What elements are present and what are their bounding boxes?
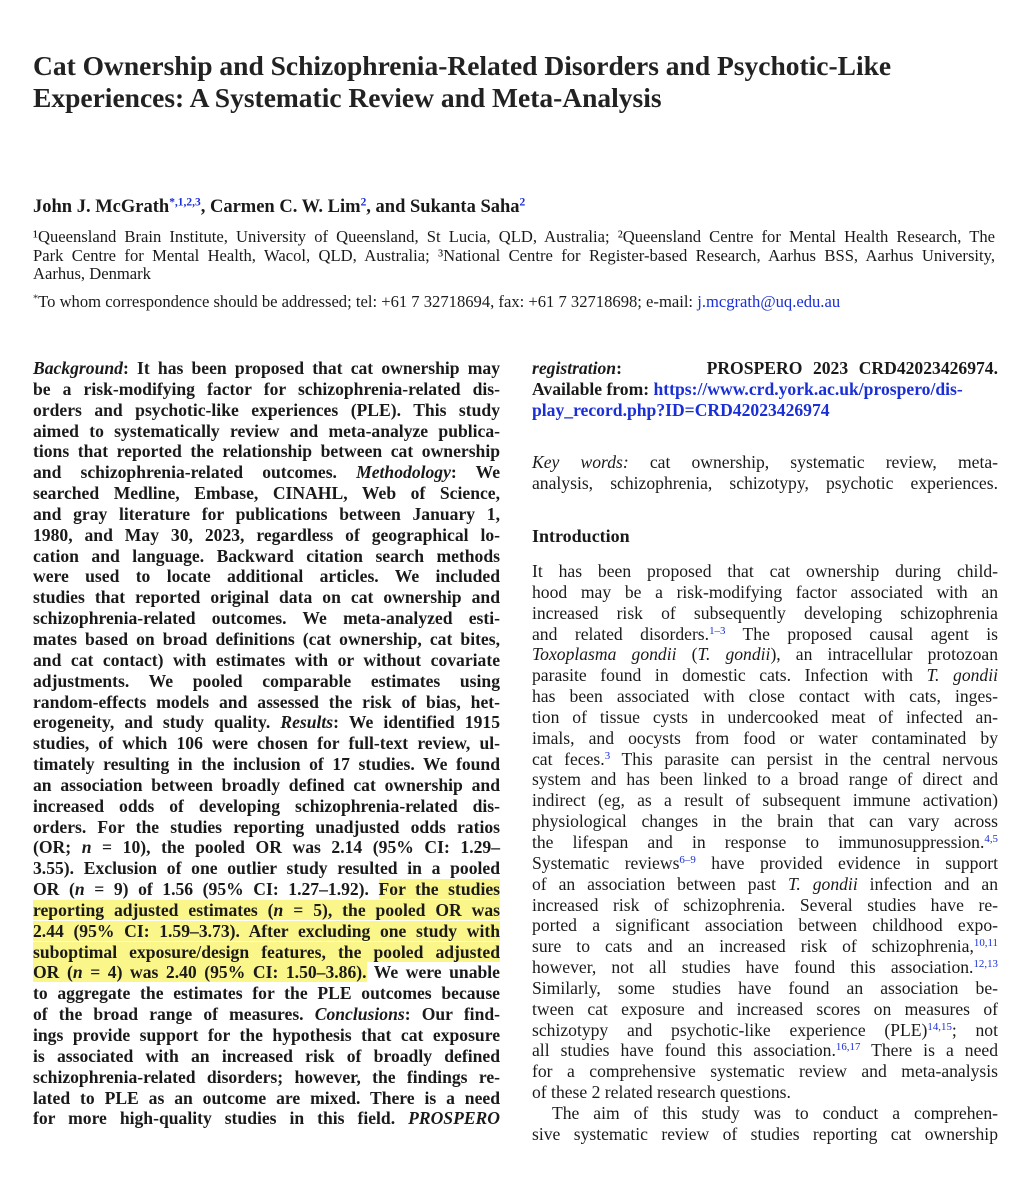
text-run: tions that reported the relationship between cat ownership xyxy=(33,441,500,462)
text-run: cation and language. Backward citation search methods xyxy=(33,545,500,566)
text-run: : It has been proposed that cat ownership may xyxy=(122,358,500,378)
intro-line xyxy=(532,561,998,582)
abstract-line xyxy=(33,379,500,400)
abstract-line xyxy=(33,400,500,421)
italic-text: T. gondii xyxy=(697,644,771,665)
italic-text: Background xyxy=(33,358,123,378)
text-run: = 5), the pooled OR was xyxy=(283,899,501,920)
author-separator: , and xyxy=(366,197,410,217)
author-name: Sukanta Saha xyxy=(410,197,520,217)
prospero-url-link[interactable]: https://www.crd.york.ac.uk/prospero/dis- xyxy=(653,378,963,399)
intro-line xyxy=(532,1103,998,1124)
abstract-line xyxy=(33,1025,500,1046)
text-run: = 4) was 2.40 (95% CI: 1.50–3.86). xyxy=(82,962,367,983)
text-run: increased odds of developing schizophrenia-related dis- xyxy=(33,795,500,816)
abstract-line xyxy=(33,942,500,963)
intro-line xyxy=(532,624,998,645)
prospero-url-link-cont[interactable]: play_record.php?ID=CRD42023426974 xyxy=(532,399,830,420)
intro-line xyxy=(532,707,998,728)
text-run: aimed to systematically review and meta-analyze publica- xyxy=(33,420,500,441)
abstract-line xyxy=(33,796,500,817)
author-name: Carmen C. W. Lim xyxy=(209,197,361,217)
text-run: OR ( xyxy=(33,879,75,900)
abstract-line xyxy=(33,775,500,796)
text-run: erogeneity, and study quality. xyxy=(33,712,281,733)
abstract-line xyxy=(33,566,500,587)
abstract-line xyxy=(33,900,500,921)
abstract-line xyxy=(33,858,500,879)
intro-line xyxy=(532,915,998,936)
text-run: There is a need xyxy=(860,1040,999,1061)
registration-line xyxy=(532,358,998,379)
abstract-line xyxy=(33,587,500,608)
intro-line xyxy=(532,686,998,707)
author-separator: , xyxy=(200,197,210,217)
text-run: Similarly, some studies have found an association be- xyxy=(532,977,998,998)
intro-line xyxy=(532,895,998,916)
text-run: system and has been linked to a broad range of direct and xyxy=(532,769,998,790)
abstract-line xyxy=(33,421,500,442)
abstract-line xyxy=(33,1046,500,1067)
citation-ref[interactable]: 12,13 xyxy=(973,958,998,971)
text-run: and related disorders. xyxy=(532,623,710,644)
text-run: infection and an xyxy=(857,873,998,894)
text-run: orders. For the studies reporting unadjusted odds ratios xyxy=(33,816,500,837)
keywords-line: analysis, schizophrenia, schizotypy, psychotic experiences. xyxy=(532,472,998,493)
text-run: The aim of this study was to conduct a comprehen- xyxy=(552,1102,998,1123)
asterisk-marker: * xyxy=(33,293,39,305)
keywords-label: Key words: xyxy=(532,452,629,472)
author-name: John J. McGrath xyxy=(33,197,170,217)
abstract-line xyxy=(33,504,500,525)
text-run: to aggregate the estimates for the PLE outcomes because xyxy=(33,983,500,1004)
abstract-line xyxy=(33,608,500,629)
intro-line xyxy=(532,1061,998,1082)
text-run: : Our find- xyxy=(404,1004,500,1025)
intro-line xyxy=(532,1040,998,1061)
abstract-line xyxy=(33,1067,500,1088)
available-label: Available from: xyxy=(532,378,654,399)
abstract-line xyxy=(33,671,500,692)
text-run: of these 2 related research questions. xyxy=(532,1082,791,1103)
abstract-line xyxy=(33,1004,500,1025)
citation-ref[interactable]: 14,15 xyxy=(927,1020,952,1033)
intro-line xyxy=(532,644,998,665)
intro-line xyxy=(532,1082,998,1103)
intro-line xyxy=(532,790,998,811)
intro-line xyxy=(532,811,998,832)
intro-line xyxy=(532,832,998,853)
text-run: all studies have found this association. xyxy=(532,1040,836,1061)
text-run: physiological changes in the brain that can vary across xyxy=(532,811,998,832)
text-run: sure to cats and an increased risk of schizophrenia, xyxy=(532,936,974,957)
abstract-line xyxy=(33,525,500,546)
text-run: ), an intracellular protozoan xyxy=(770,644,998,665)
abstract-line xyxy=(33,817,500,838)
text-run: schizophrenia-related disorders; however, the findings re- xyxy=(33,1066,500,1087)
text-run: the lifespan and in response to immunosuppression. xyxy=(532,831,985,852)
keywords xyxy=(532,452,998,494)
text-run: ( xyxy=(676,644,698,665)
text-run: schizophrenia-related outcomes. We meta-analyzed esti- xyxy=(33,608,500,629)
citation-ref[interactable]: 3 xyxy=(604,749,611,762)
registration-colon: : xyxy=(616,358,622,378)
text-run: have provided evidence in support xyxy=(695,852,998,873)
text-run: were used to locate additional articles. We included xyxy=(33,566,500,587)
text-run: For the studies xyxy=(378,879,501,900)
text-run: orders and psychotic-like experiences (PLE). This study xyxy=(33,399,500,420)
prospero-id: PROSPERO 2023 CRD42023426974. xyxy=(706,358,999,378)
text-run: an association between broadly defined cat ownership and xyxy=(33,774,500,795)
author-affiliation-marker[interactable]: *,1,2,3 xyxy=(169,196,201,209)
abstract-line xyxy=(33,712,500,733)
text-run: is associated with an increased risk of broadly defined xyxy=(33,1045,500,1066)
registration-label: registration xyxy=(532,358,617,378)
abstract-line xyxy=(33,692,500,713)
italic-text: T. gondii xyxy=(787,873,858,894)
introduction-heading: Introduction xyxy=(532,526,630,546)
abstract-line xyxy=(33,837,500,858)
italic-text: T. gondii xyxy=(926,665,999,686)
intro-line xyxy=(532,957,998,978)
italic-text: Methodology xyxy=(356,462,451,483)
italic-text: n xyxy=(72,962,83,983)
text-run: This parasite can persist in the central nervous xyxy=(610,748,999,769)
text-run: tween cat exposure and increased scores on measures of xyxy=(532,998,998,1019)
text-run: 1980, and May 30, 2023, regardless of geographical lo- xyxy=(33,524,500,545)
citation-ref[interactable]: 6–9 xyxy=(679,853,696,866)
text-run: : We xyxy=(450,462,501,483)
intro-line xyxy=(532,1124,998,1145)
text-run: timately resulting in the inclusion of 17 studies. We found xyxy=(33,754,500,775)
text-run: studies that reported original data on cat ownership and xyxy=(33,587,500,608)
abstract-line xyxy=(33,358,500,379)
text-run: schizotypy and psychotic-like experience (PLE) xyxy=(532,1019,928,1040)
introduction-body xyxy=(532,561,998,1145)
text-run: sive systematic review of studies reporting cat ownership xyxy=(532,1123,998,1144)
text-run: for more high-quality studies in this field. xyxy=(33,1108,409,1129)
text-run: be a risk-modifying factor for schizophrenia-related dis- xyxy=(33,378,500,399)
correspondence-text: To whom correspondence should be addressed; tel: +61 7 32718694, fax: +61 7 32718698; e-mail: xyxy=(38,292,698,311)
abstract-line xyxy=(33,921,500,942)
intro-line xyxy=(532,749,998,770)
intro-line xyxy=(532,728,998,749)
italic-text: n xyxy=(273,899,284,920)
abstract-line xyxy=(33,1088,500,1109)
available-line xyxy=(532,379,998,400)
text-run: has been associated with close contact with cats, inges- xyxy=(532,686,998,707)
keywords-text: cat ownership, systematic review, meta- xyxy=(628,452,998,472)
text-run: random-effects models and assessed the risk of bias, het- xyxy=(33,691,500,712)
text-run: 2.44 (95% CI: 1.59–3.73). After excluding one study with xyxy=(33,920,500,941)
intro-line xyxy=(532,582,998,603)
citation-ref[interactable]: 1–3 xyxy=(709,624,726,637)
text-run: searched Medline, Embase, CINAHL, Web of Science, xyxy=(33,483,500,504)
text-run: = 10), the pooled OR was 2.14 (95% CI: 1.29– xyxy=(91,837,500,858)
text-run: increased risk of subsequently developing schizophrenia xyxy=(532,602,998,623)
abstract-line xyxy=(33,546,500,567)
text-run: ings provide support for the hypothesis that cat exposure xyxy=(33,1025,500,1045)
abstract-line xyxy=(33,983,500,1004)
intro-line xyxy=(532,999,998,1020)
text-run: mates based on broad definitions (cat ownership, cat bites, xyxy=(33,628,500,649)
url-continuation xyxy=(532,400,998,421)
text-run: and cat contact) with estimates with or without covariate xyxy=(33,649,500,670)
text-run: tion of tissue cysts in undercooked meat of infected an- xyxy=(532,706,998,727)
intro-line xyxy=(532,978,998,999)
text-run: We were unable xyxy=(366,962,500,983)
italic-text: n xyxy=(81,837,92,858)
text-run: and gray literature for publications between January 1, xyxy=(33,503,500,524)
text-run: of an association between past xyxy=(532,873,788,894)
intro-line xyxy=(532,936,998,957)
abstract-line xyxy=(33,733,500,754)
italic-text: Toxoplasma gondii xyxy=(532,644,677,665)
text-run: OR ( xyxy=(33,962,73,983)
intro-line xyxy=(532,769,998,790)
author-affiliation-marker[interactable]: 2 xyxy=(519,196,526,209)
italic-text: Results xyxy=(280,712,334,733)
registration-block xyxy=(532,358,998,421)
intro-line xyxy=(532,853,998,874)
text-run: suboptimal exposure/design features, the pooled adjusted xyxy=(33,941,500,962)
text-run: : We identified 1915 xyxy=(333,712,500,733)
text-run: studies, of which 106 were chosen for full-text review, ul- xyxy=(33,733,500,754)
abstract-line xyxy=(33,462,500,483)
abstract-line xyxy=(33,962,500,983)
text-run: It has been proposed that cat ownership during child- xyxy=(532,561,998,581)
text-run: cat feces. xyxy=(532,748,605,769)
text-run: = 9) of 1.56 (95% CI: 1.27–1.92). xyxy=(84,879,379,900)
abstract-line xyxy=(33,441,500,462)
text-run: however, not all studies have found this association. xyxy=(532,957,974,978)
abstract-line xyxy=(33,754,500,775)
abstract-line xyxy=(33,483,500,504)
text-run: ; not xyxy=(951,1019,998,1040)
email-link[interactable]: j.mcgrath@uq.edu.au xyxy=(697,292,841,311)
text-run: Systematic reviews xyxy=(532,852,680,873)
text-run: lated to PLE as an outcome are mixed. There is a need xyxy=(33,1087,500,1108)
italic-text: Conclusions xyxy=(314,1004,405,1025)
author-affiliation-marker[interactable]: 2 xyxy=(360,196,367,209)
text-run: indirect (eg, as a result of subsequent immune activation) xyxy=(532,790,998,811)
text-run: for a comprehensive systematic review and meta-analysis xyxy=(532,1061,998,1082)
affiliation-line: ¹Queensland Brain Institute, University of Queensland, St Lucia, QLD, Australia; ²Queensland Centre for Mental Health Research, The xyxy=(33,227,995,246)
correspondence-note xyxy=(33,292,995,312)
italic-text: PROSPERO xyxy=(408,1108,500,1129)
article-title: Cat Ownership and Schizophrenia-Related Disorders and Psychotic-Like Experiences: A Systematic Review and Meta-Analysis xyxy=(33,50,892,113)
citation-ref[interactable]: 4,5 xyxy=(984,832,998,845)
text-run: hood may be a risk-modifying factor associated with an xyxy=(532,581,998,602)
text-run: of the broad range of measures. xyxy=(33,1004,315,1025)
author-list xyxy=(33,196,993,218)
abstract-line xyxy=(33,879,500,900)
intro-line xyxy=(532,665,998,686)
citation-ref[interactable]: 10,11 xyxy=(973,937,998,950)
affiliation-line: Aarhus, Denmark xyxy=(33,264,151,284)
affiliation-line: Park Centre for Mental Health, Wacol, QLD, Australia; ³National Centre for Register-based Research, Aarhus BSS, Aarhus University, xyxy=(33,245,995,265)
intro-line xyxy=(532,874,998,895)
text-run: and schizophrenia-related outcomes. xyxy=(33,462,357,483)
text-run: (OR; xyxy=(33,837,82,858)
text-run: reporting adjusted estimates ( xyxy=(33,899,274,920)
text-run: imals, and oocysts from food or water contaminated by xyxy=(532,727,998,748)
text-run: The proposed causal agent is xyxy=(725,623,998,644)
text-run: increased risk of schizophrenia. Several studies have re- xyxy=(532,894,998,915)
text-run: parasite found in domestic cats. Infection with xyxy=(532,665,927,686)
keywords-line xyxy=(532,452,998,473)
citation-ref[interactable]: 16,17 xyxy=(835,1041,861,1054)
abstract xyxy=(33,358,500,1129)
text-run: 3.55). Exclusion of one outlier study resulted in a pooled xyxy=(33,858,500,879)
text-run: ported a significant association between childhood expo- xyxy=(532,915,998,936)
intro-line xyxy=(532,603,998,624)
intro-line xyxy=(532,1020,998,1041)
abstract-line xyxy=(33,629,500,650)
abstract-line xyxy=(33,650,500,671)
text-run: adjustments. We pooled comparable estimates using xyxy=(33,670,500,691)
abstract-line xyxy=(33,1108,500,1129)
affiliations xyxy=(33,228,995,284)
italic-text: n xyxy=(74,879,85,900)
